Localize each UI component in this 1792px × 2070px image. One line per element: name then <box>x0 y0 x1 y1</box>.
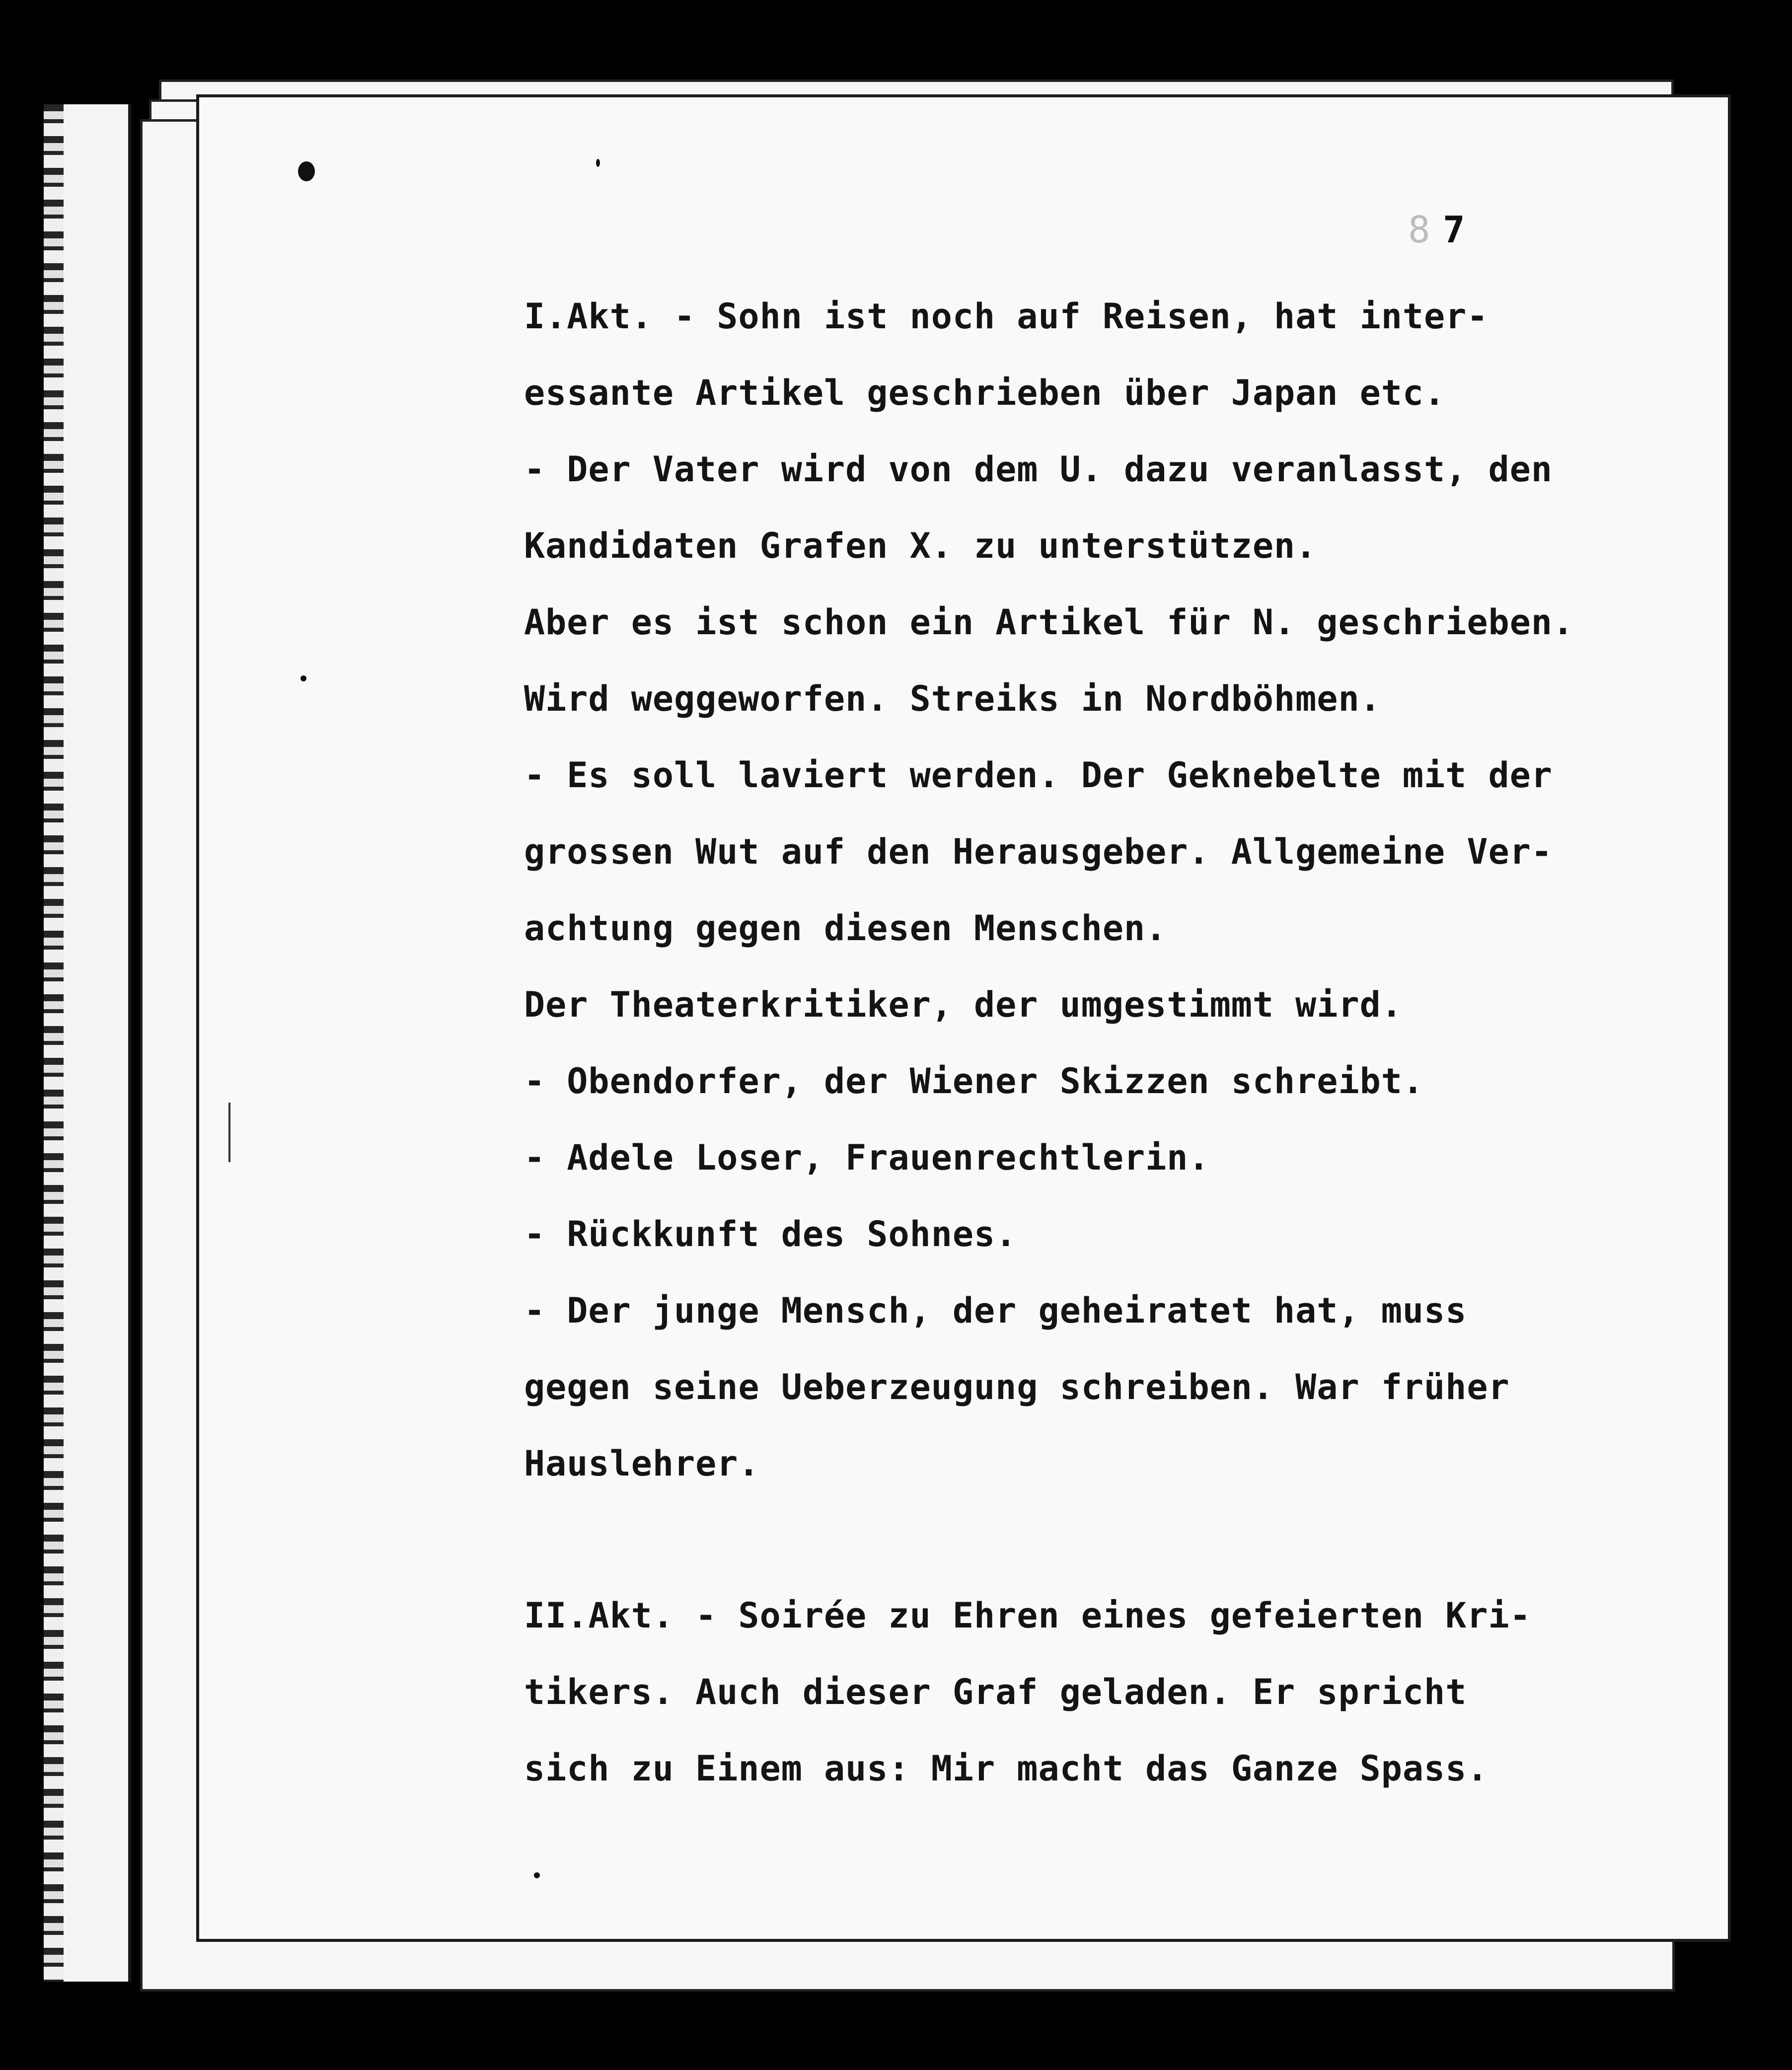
text-line: - Adele Loser, Frauenrechtlerin. <box>524 1137 1210 1178</box>
text-line: sich zu Einem aus: Mir macht das Ganze Spass. <box>524 1748 1489 1789</box>
blank-line <box>524 1502 1686 1577</box>
ink-speck <box>596 159 600 167</box>
text-line: - Der Vater wird von dem U. dazu veranlasst, den <box>524 449 1553 490</box>
margin-mark <box>228 1103 230 1162</box>
typed-text <box>524 278 1686 1807</box>
text-line: Aber es ist schon ein Artikel für N. geschrieben. <box>524 602 1574 643</box>
text-line: grossen Wut auf den Herausgeber. Allgemeine Ver- <box>524 831 1553 872</box>
text-line: essante Artikel geschrieben über Japan etc. <box>524 372 1446 413</box>
text-line: - Es soll laviert werden. Der Geknebelte mit der <box>524 755 1553 796</box>
text-line: Der Theaterkritiker, der umgestimmt wird. <box>524 984 1403 1025</box>
torn-edge <box>44 104 64 1982</box>
page-number: 7 <box>1443 209 1465 251</box>
text-line: - Obendorfer, der Wiener Skizzen schreibt. <box>524 1061 1424 1102</box>
text-line: - Der junge Mensch, der geheiratet hat, muss <box>524 1290 1467 1331</box>
ink-speck <box>300 675 306 681</box>
text-line: I.Akt. - Sohn ist noch auf Reisen, hat inter- <box>524 296 1489 337</box>
text-line: tikers. Auch dieser Graf geladen. Er spricht <box>524 1672 1467 1712</box>
text-line: achtung gegen diesen Menschen. <box>524 908 1167 949</box>
text-line: - Rückkunft des Sohnes. <box>524 1214 1017 1255</box>
text-line: II.Akt. - Soirée zu Ehren eines gefeierten Kri- <box>524 1595 1531 1636</box>
text-line: Kandidaten Grafen X. zu unterstützen. <box>524 525 1317 566</box>
ink-speck <box>534 1872 540 1878</box>
ink-speck <box>298 161 315 181</box>
ghost-page-number: 8 <box>1408 209 1430 251</box>
text-line: Wird weggeworfen. Streiks in Nordböhmen. <box>524 678 1381 719</box>
text-line: gegen seine Ueberzeugung schreiben. War früher <box>524 1367 1510 1407</box>
text-line: Hauslehrer. <box>524 1443 760 1484</box>
